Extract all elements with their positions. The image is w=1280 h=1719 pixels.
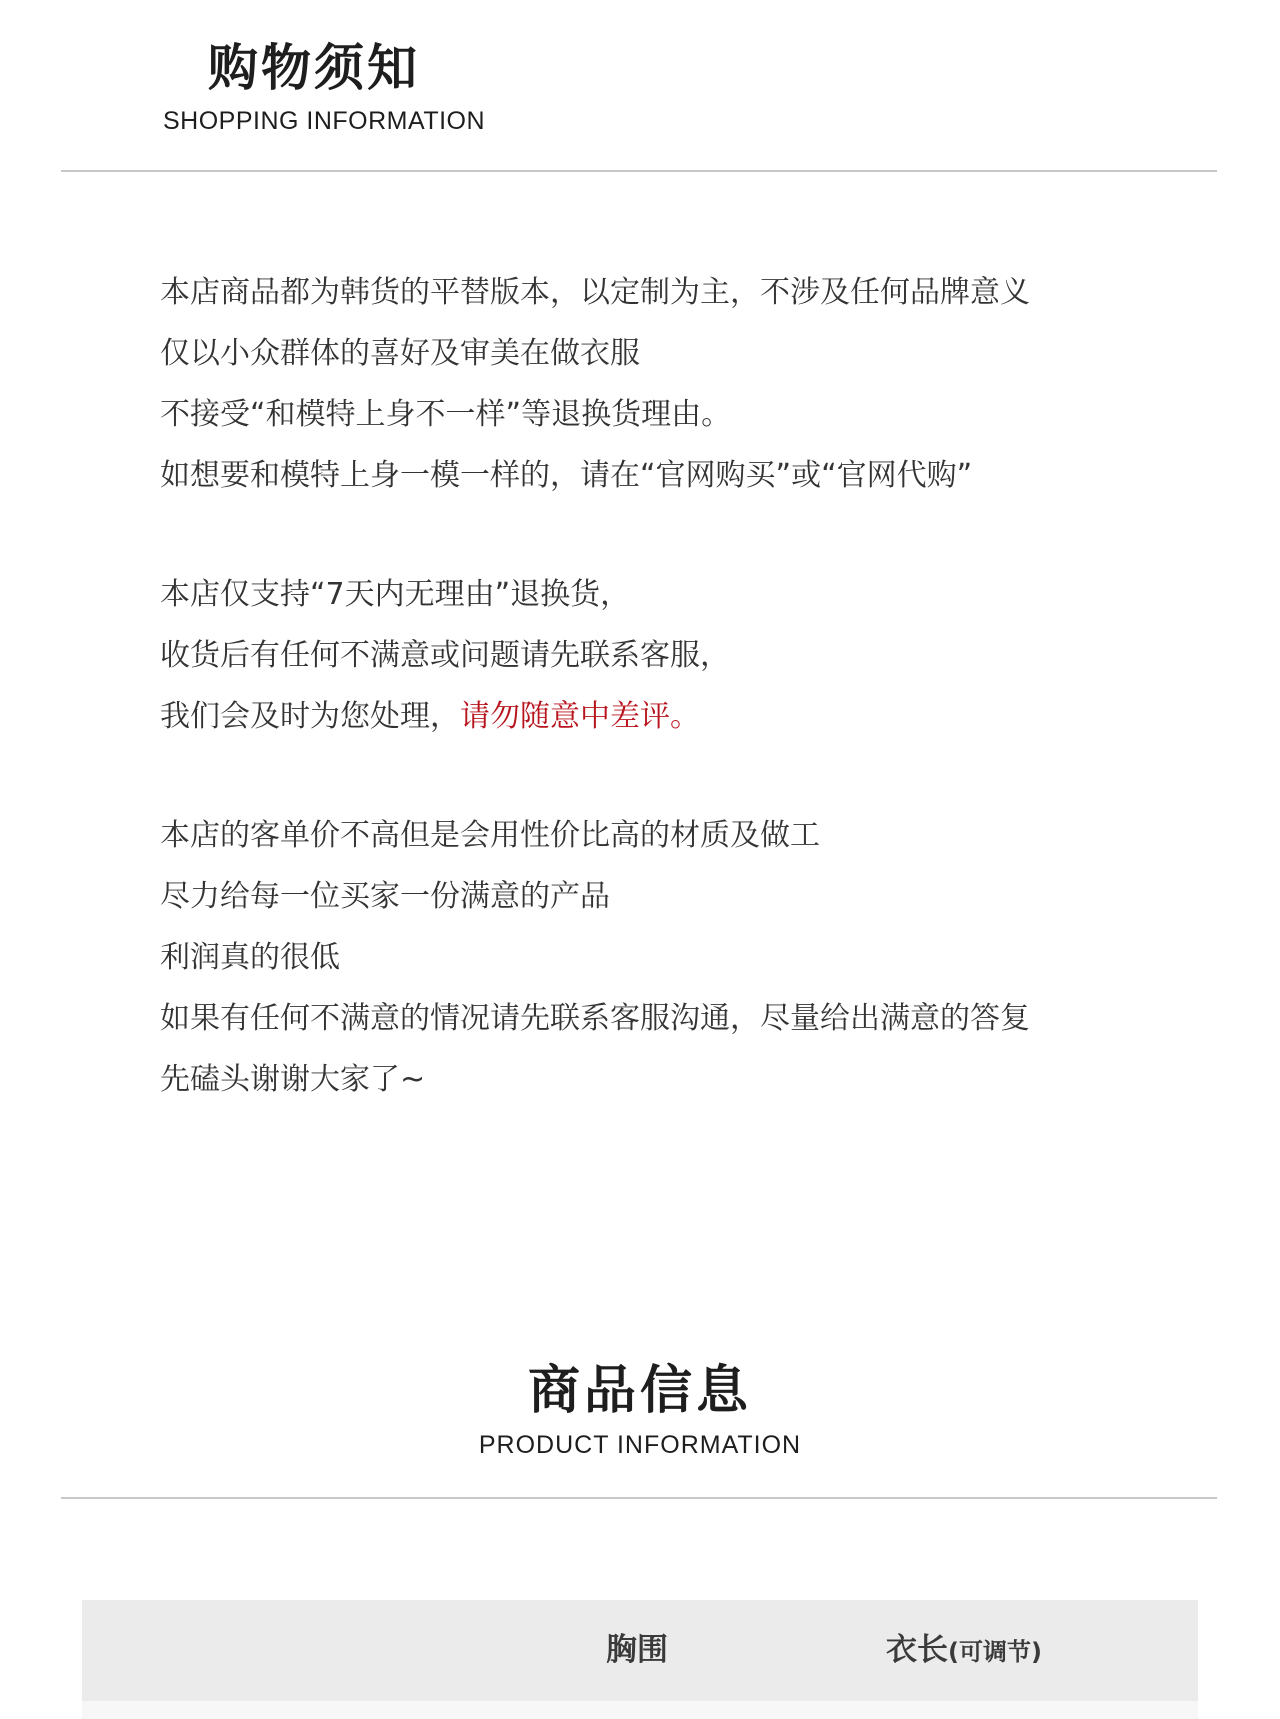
table-header-bust: 胸围 [606,1632,668,1668]
notice-line: 本店商品都为韩货的平替版本，以定制为主，不涉及任何品牌意义 [160,275,1030,310]
notice-line: 本店的客单价不高但是会用性价比高的材质及做工 [160,818,820,853]
notice-line: 先磕头谢谢大家了~ [160,1062,426,1097]
table-header-length-label: 衣长 [886,1632,948,1668]
shopping-info-title: 购物须知 [208,39,420,97]
section-divider [61,1497,1217,1499]
shopping-info-subtitle: SHOPPING INFORMATION [163,107,486,135]
table-header-length [886,1600,1042,1701]
return-policy-paragraph [160,564,1180,747]
size-table-row-edge [82,1701,1198,1719]
notice-line: 本店仅支持“7天内无理由”退换货， [160,577,631,612]
notice-line: 利润真的很低 [160,940,340,975]
product-info-subtitle: PRODUCT INFORMATION [478,1431,802,1459]
table-header-length-note: (可调节) [948,1638,1042,1666]
notice-line [160,686,1180,747]
product-info-title: 商品信息 [527,1361,752,1421]
notice-line: 收货后有任何不满意或问题请先联系客服， [160,638,730,673]
notice-line: 不接受“和模特上身不一样”等退换货理由。 [160,397,732,432]
notice-line: 如果有任何不满意的情况请先联系客服沟通，尽量给出满意的答复 [160,1001,1030,1036]
size-table-header [82,1600,1198,1701]
notice-line: 如想要和模特上身一模一样的，请在“官网购买”或“官网代购” [160,458,973,493]
section-divider [61,170,1217,172]
price-note-paragraph [160,805,1180,1110]
notice-line: 尽力给每一位买家一份满意的产品 [160,879,610,914]
notice-text: 我们会及时为您处理， [160,699,460,734]
highlight-text: 请勿随意中差评。 [460,699,700,734]
notice-line: 仅以小众群体的喜好及审美在做衣服 [160,336,640,371]
notice-paragraph [160,262,1180,506]
